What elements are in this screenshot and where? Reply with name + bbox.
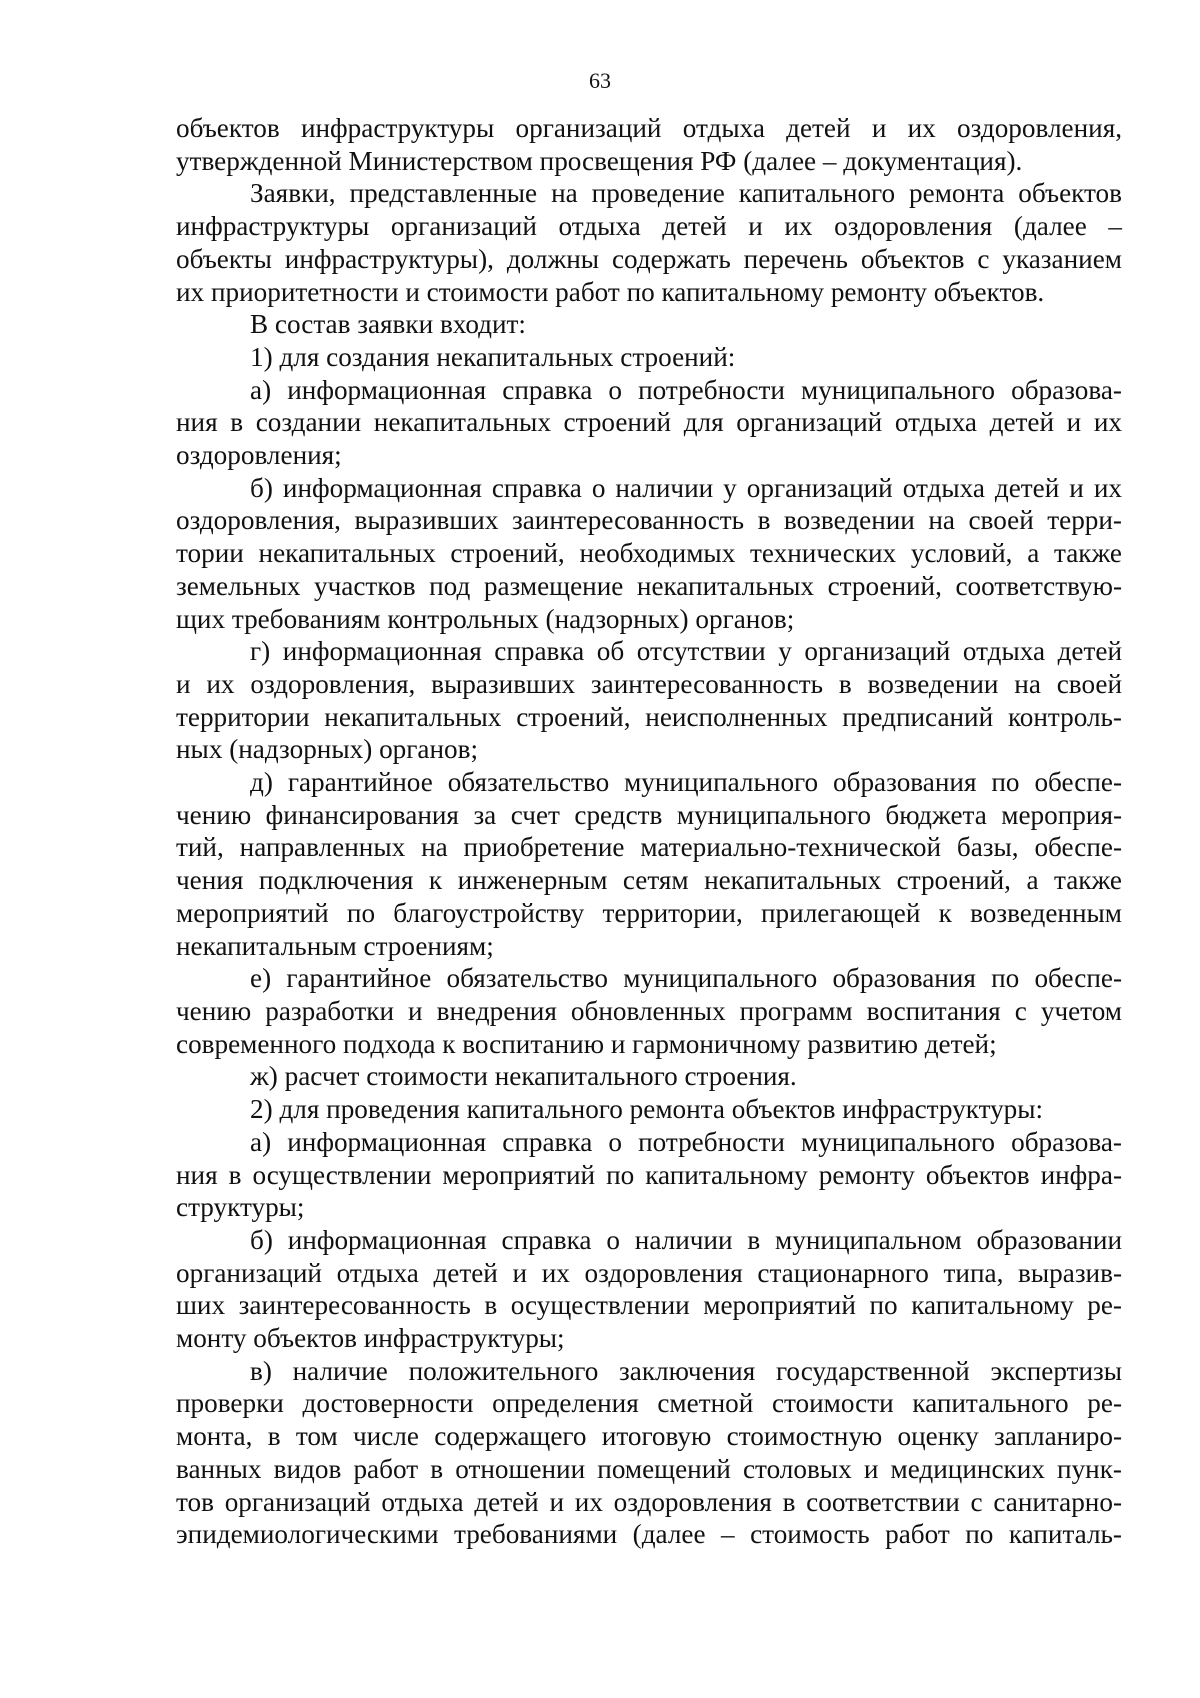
text-line: структуры; [176, 1192, 305, 1223]
text-line: б) информационная справка о наличии у организаций отдыха детей и их [250, 472, 1122, 503]
text-line: территории некапитальных строений, неисполненных предписаний контроль- [176, 701, 1122, 732]
text-line: а) информационная справка о потребности муниципального образова- [250, 374, 1122, 405]
text-line: г) информационная справка об отсутствии у организаций отдыха детей [250, 636, 1122, 667]
text-line: организаций отдыха детей и их оздоровления стационарного типа, выразив- [176, 1257, 1122, 1288]
text-line: земельных участков под размещение некапитальных строений, соответствую- [176, 570, 1122, 601]
text-line: оздоровления, выразивших заинтересованность в возведении на своей терри- [176, 505, 1122, 536]
body-text [176, 112, 1122, 1551]
text-line: тий, направленных на приобретение материально-технической базы, обеспе- [176, 832, 1122, 863]
text-line: ших заинтересованность в осуществлении мероприятий по капитальному ре- [176, 1290, 1122, 1321]
text-line: а) информационная справка о потребности муниципального образова- [250, 1126, 1122, 1157]
text-line: проверки достоверности определения сметной стоимости капитального ре- [176, 1388, 1122, 1419]
page-number: 63 [589, 68, 611, 93]
text-line: тории некапитальных строений, необходимых технических условий, а также [176, 538, 1122, 569]
text-line: оздоровления; [176, 440, 342, 471]
text-line: утвержденной Министерством просвещения РФ (далее – документация). [176, 145, 1023, 176]
text-line: чению финансирования за счет средств муниципального бюджета мероприя- [176, 799, 1122, 830]
text-line: тов организаций отдыха детей и их оздоровления в соответствии с санитарно- [176, 1486, 1122, 1517]
text-line: современного подхода к воспитанию и гармоничному развитию детей; [176, 1028, 997, 1059]
text-line: и их оздоровления, выразивших заинтересованность в возведении на своей [176, 668, 1122, 699]
text-line: монту объектов инфраструктуры; [176, 1323, 565, 1354]
text-line: объектов инфраструктуры организаций отдыха детей и их оздоровления, [176, 113, 1122, 143]
text-line: д) гарантийное обязательство муниципального образования по обеспе- [250, 767, 1122, 798]
text-line: 2) для проведения капитального ремонта объектов инфраструктуры: [250, 1094, 1044, 1125]
text-line: некапитальным строениям; [176, 930, 494, 961]
text-line: ванных видов работ в отношении помещений столовых и медицинских пунк- [176, 1453, 1122, 1484]
text-line: инфраструктуры организаций отдыха детей и их оздоровления (далее – [176, 211, 1122, 242]
text-line: чения подключения к инженерным сетям некапитальных строений, а также [176, 865, 1122, 896]
text-line: монта, в том числе содержащего итоговую стоимостную оценку запланиро- [176, 1421, 1122, 1452]
text-line: ния в осуществлении мероприятий по капитальному ремонту объектов инфра- [176, 1159, 1122, 1190]
text-line: е) гарантийное обязательство муниципального образования по обеспе- [250, 963, 1122, 994]
text-line: ж) расчет стоимости некапитального строения. [250, 1061, 797, 1092]
text-line: в) наличие положительного заключения государственной экспертизы [250, 1355, 1122, 1386]
text-line: Заявки, представленные на проведение капитального ремонта объектов [250, 178, 1122, 209]
text-line: 1) для создания некапитальных строений: [250, 341, 736, 372]
text-line: чению разработки и внедрения обновленных программ воспитания с учетом [176, 995, 1122, 1026]
document-body [176, 112, 1122, 1551]
text-line: б) информационная справка о наличии в муниципальном образовании [250, 1224, 1122, 1255]
text-line: их приоритетности и стоимости работ по капитальному ремонту объектов. [176, 276, 1045, 307]
text-line: ния в создании некапитальных строений для организаций отдыха детей и их [176, 407, 1122, 438]
text-line: В состав заявки входит: [250, 309, 526, 340]
text-line: мероприятий по благоустройству территории, прилегающей к возведенным [176, 897, 1122, 928]
text-line: эпидемиологическими требованиями (далее – стоимость работ по капиталь- [176, 1519, 1122, 1550]
text-line: объекты инфраструктуры), должны содержать перечень объектов с указанием [176, 243, 1122, 274]
text-line: ных (надзорных) органов; [176, 734, 479, 765]
text-line: щих требованиям контрольных (надзорных) органов; [176, 603, 795, 634]
